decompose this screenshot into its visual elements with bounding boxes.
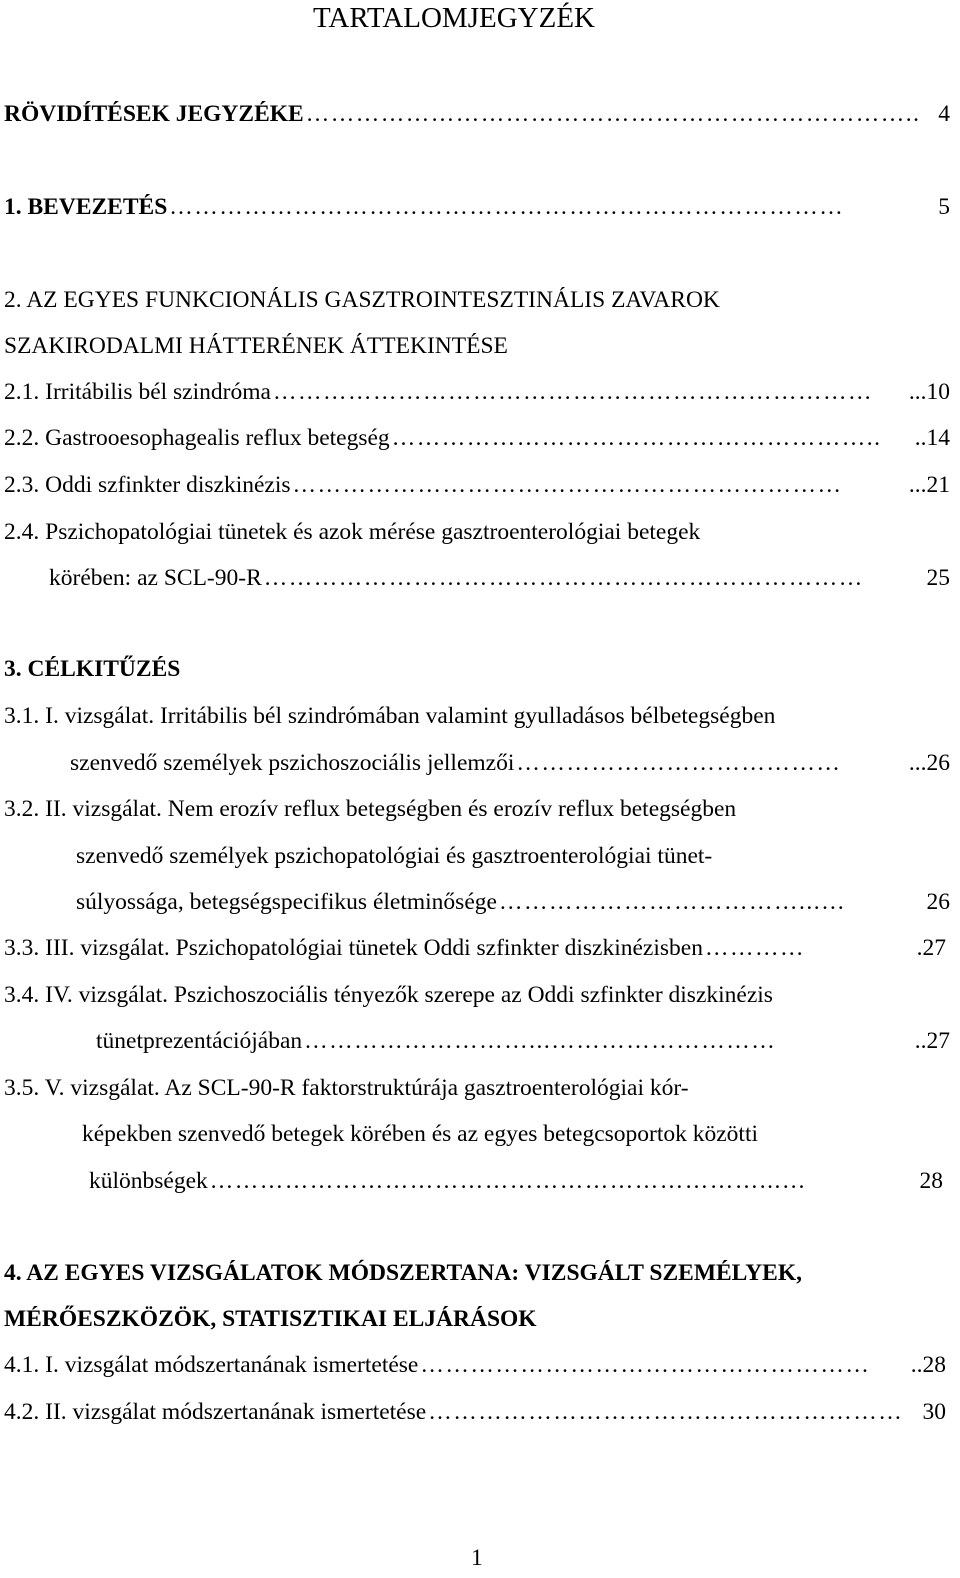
toc-entry-2-4-line1[interactable]: 2.4. Pszichopatológiai tünetek és azok mérése gasztroenterológiai betegek xyxy=(4,519,701,545)
toc-heading-4-line1[interactable]: 4. AZ EGYES VIZSGÁLATOK MÓDSZERTANA: VIZSGÁLT SZEMÉLYEK, xyxy=(4,1260,802,1286)
toc-heading-3[interactable]: 3. CÉLKITŰZÉS xyxy=(4,656,181,682)
dot-leader: ……………………………………………………………… xyxy=(272,381,873,405)
toc-entry-2-4-line2[interactable] xyxy=(49,567,950,591)
entry-label: 2.2. Gastrooesophagealis reflux betegség xyxy=(4,425,390,451)
page-number: ...26 xyxy=(908,750,950,776)
dot-leader: ………………………………………………………… xyxy=(292,474,843,498)
dot-leader: ……………………………………………… xyxy=(420,1354,871,1378)
dot-leader: ………………………………… xyxy=(516,752,842,776)
page-number: 26 xyxy=(926,889,950,915)
page-number: 5 xyxy=(938,194,950,220)
dot-leader: ………………………………...… xyxy=(498,891,847,915)
page-number: .27 xyxy=(916,935,946,961)
dot-leader: ………………………...……………………… xyxy=(304,1030,777,1054)
dot-leader: ……………………………………………………………… xyxy=(263,567,864,591)
page-number-footer: 1 xyxy=(471,1545,483,1571)
page-number: 25 xyxy=(926,565,950,591)
dot-leader: …………………………………………………………...… xyxy=(209,1170,807,1194)
page-number: ..27 xyxy=(914,1028,950,1054)
dot-leader: ………………………………………………….. xyxy=(391,427,882,451)
page-number: ..14 xyxy=(914,425,950,451)
toc-entry-3-2-line1[interactable]: 3.2. II. vizsgálat. Nem erozív reflux betegségben és erozív reflux betegségben xyxy=(4,796,737,822)
toc-heading-2-line1[interactable]: 2. AZ EGYES FUNKCIONÁLIS GASZTROINTESZTINÁLIS ZAVAROK xyxy=(4,287,720,313)
entry-label: szenvedő személyek pszichoszociális jellemzői xyxy=(70,750,515,776)
page-number: 4 xyxy=(938,101,950,127)
toc-entry-2-3[interactable] xyxy=(4,474,950,498)
toc-entry-3-4-line1[interactable]: 3.4. IV. vizsgálat. Pszichoszociális tényezők szerepe az Oddi szfinkter diszkinézis xyxy=(4,982,773,1008)
toc-entry-3-4-line2[interactable] xyxy=(96,1030,950,1054)
toc-entry-2-2[interactable] xyxy=(4,427,950,451)
entry-label: 4.1. I. vizsgálat módszertanának ismertetése xyxy=(4,1352,419,1378)
toc-entry-3-3[interactable] xyxy=(4,937,946,961)
entry-label: 4.2. II. vizsgálat módszertanának ismertetése xyxy=(4,1399,427,1425)
toc-entry-2-1[interactable] xyxy=(4,381,950,405)
toc-entry-3-1-line2[interactable] xyxy=(70,752,950,776)
entry-label: körében: az SCL-90-R xyxy=(49,565,262,591)
page-number: ..28 xyxy=(910,1352,946,1378)
page-number: ...10 xyxy=(908,379,950,405)
toc-heading-4-line2[interactable]: MÉRŐESZKÖZÖK, STATISZTIKAI ELJÁRÁSOK xyxy=(4,1306,537,1332)
toc-entry-3-5-line1[interactable]: 3.5. V. vizsgálat. Az SCL-90-R faktorstruktúrája gasztroenterológiai kór- xyxy=(4,1075,689,1101)
entry-label: 2.3. Oddi szfinkter diszkinézis xyxy=(4,472,291,498)
toc-entry-1[interactable] xyxy=(4,196,950,220)
entry-label: különbségek xyxy=(89,1168,208,1194)
page-number: 30 xyxy=(922,1399,946,1425)
toc-entry-3-5-line2[interactable]: képekben szenvedő betegek körében és az egyes betegcsoportok közötti xyxy=(82,1121,759,1147)
entry-label: 2.1. Irritábilis bél szindróma xyxy=(4,379,271,405)
toc-entry-3-2-line3[interactable] xyxy=(76,891,950,915)
page-number: ...21 xyxy=(908,472,950,498)
toc-title: TARTALOMJEGYZÉK xyxy=(313,2,595,34)
entry-label: RÖVIDÍTÉSEK JEGYZÉKE xyxy=(4,101,304,127)
entry-label: súlyossága, betegségspecifikus életminősége xyxy=(76,889,497,915)
toc-entry-3-2-line2[interactable]: szenvedő személyek pszichopatológiai és gasztroenterológiai tünet- xyxy=(76,843,713,869)
toc-heading-2-line2[interactable]: SZAKIRODALMI HÁTTERÉNEK ÁTTEKINTÉSE xyxy=(4,333,508,359)
entry-label: 1. BEVEZETÉS xyxy=(4,194,168,220)
entry-label: 3.3. III. vizsgálat. Pszichopatológiai tünetek Oddi szfinkter diszkinézisben xyxy=(4,935,703,961)
dot-leader: ……………………………………………………………….. xyxy=(305,103,921,127)
toc-entry-abbreviations[interactable] xyxy=(4,103,950,127)
dot-leader: ………… xyxy=(704,937,805,961)
dot-leader: ………………………………………………… xyxy=(428,1401,904,1425)
dot-leader: ……………………………………………………………………… xyxy=(169,196,845,220)
toc-entry-4-1[interactable] xyxy=(4,1354,946,1378)
entry-label: tünetprezentációjában xyxy=(96,1028,303,1054)
toc-entry-4-2[interactable] xyxy=(4,1401,946,1425)
toc-entry-3-1-line1[interactable]: 3.1. I. vizsgálat. Irritábilis bél szindrómában valamint gyulladásos bélbetegségben xyxy=(4,703,776,729)
toc-entry-3-5-line3[interactable] xyxy=(89,1170,943,1194)
page-number: 28 xyxy=(919,1168,943,1194)
